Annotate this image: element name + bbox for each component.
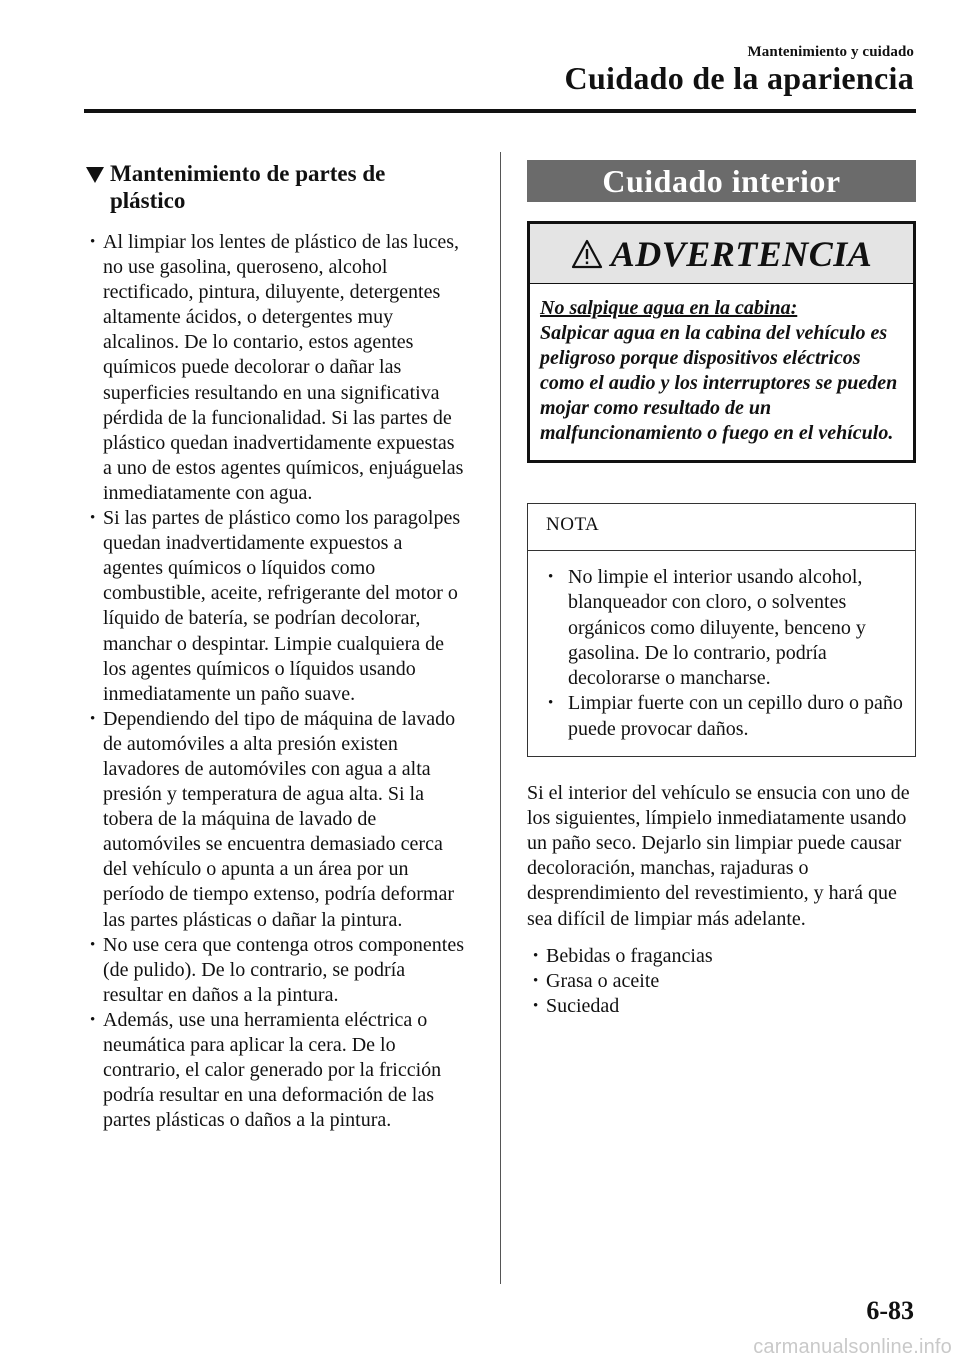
stains-list (527, 944, 916, 1019)
watermark: carmanualsonline.info (753, 1336, 952, 1358)
list-item: • Bebidas o fragancias (527, 944, 916, 969)
subsection-heading (84, 160, 464, 214)
warning-text: Salpicar agua en la cabina del vehículo es peligroso porque dispositivos eléctricos como el audio y los interruptores se pueden mojar como resultado de un malfuncionamiento o fuego en el vehículo. (540, 322, 898, 444)
down-triangle-icon (86, 167, 104, 183)
note-list (528, 551, 915, 756)
column-divider (500, 152, 501, 1284)
warning-title: ADVERTENCIA (610, 233, 873, 274)
interior-paragraph: Si el interior del vehículo se ensucia con uno de los siguientes, límpielo inmediatamente usando un paño seco. Dejarlo sin limpiar puede causar decoloración, manchas, rajaduras o desprendimiento del revestimiento, y hará que sea difícil de limpiar más adelante. (527, 782, 910, 930)
list-item: • No use cera que contenga otros componentes (de pulido). De lo contrario, se podría resultar en daños a la pintura. (84, 933, 464, 1008)
note-item: • Limpiar fuerte con un cepillo duro o paño puede provocar daños. (528, 691, 905, 742)
list-item: • Además, use una herramienta eléctrica o neumática para aplicar la cera. De lo contrario, el calor generado por la fricción podría resultar en una deformación de las partes plásticas o daños a la pintura. (84, 1008, 464, 1133)
warning-header (530, 224, 913, 284)
precautions-list (84, 230, 464, 1133)
list-item: • Si las partes de plástico como los paragolpes quedan inadvertidamente expuestos a agentes químicos o líquidos como combustible, aceite, refrigerante del motor o líquido de batería, se podrían decolorar, manchar o despintar. Limpie cualquiera de los agentes químicos o líquidos usando inmediatamente un paño suave. (84, 506, 464, 707)
section-band-title: Cuidado interior (527, 160, 916, 202)
page-number: 6-83 (866, 1296, 914, 1325)
note-box (527, 503, 916, 757)
note-title: NOTA (528, 504, 915, 551)
note-item: • No limpie el interior usando alcohol, blanqueador con cloro, o solventes orgánicos como diluyente, benceno y gasolina. De lo contrario, podría decolorarse o mancharse. (528, 565, 905, 691)
warning-box (527, 221, 916, 463)
list-item: • Dependiendo del tipo de máquina de lavado de automóviles a alta presión existen lavadores de automóviles con agua a alta presión y temperatura de agua alta. Si la tobera de la máquina de lavado de automóviles se encuentra demasiado cerca del vehículo o apunta a un área por un período de tiempo extenso, podría deformar las partes plásticas o dañar la pintura. (84, 707, 464, 933)
list-item: • Grasa o aceite (527, 969, 916, 994)
chapter-title: Mantenimiento y cuidado (747, 44, 914, 60)
right-column (527, 160, 916, 1019)
left-column (84, 160, 464, 1133)
warning-lead: No salpique agua en la cabina: (540, 297, 798, 319)
header-rule (84, 109, 916, 113)
subsection-title: Mantenimiento de partes de plástico (110, 161, 386, 213)
list-item: • Suciedad (527, 994, 916, 1019)
list-item: • Al limpiar los lentes de plástico de las luces, no use gasolina, queroseno, alcohol rectificado, pintura, diluyente, detergentes altamente ácidos, o detergentes muy alcalinos. De lo contario, estos agentes químicos puede decolorar o dañar las superficies resultando en una significativa pérdida de la funcionalidad. Si las partes de plástico quedan inadvertidamente expuestas a uno de estos agentes químicos, enjuáguelas inmediatamente con agua. (84, 230, 464, 506)
warning-body (530, 284, 913, 460)
section-title: Cuidado de la apariencia (564, 60, 914, 96)
warning-triangle-icon (571, 239, 603, 269)
